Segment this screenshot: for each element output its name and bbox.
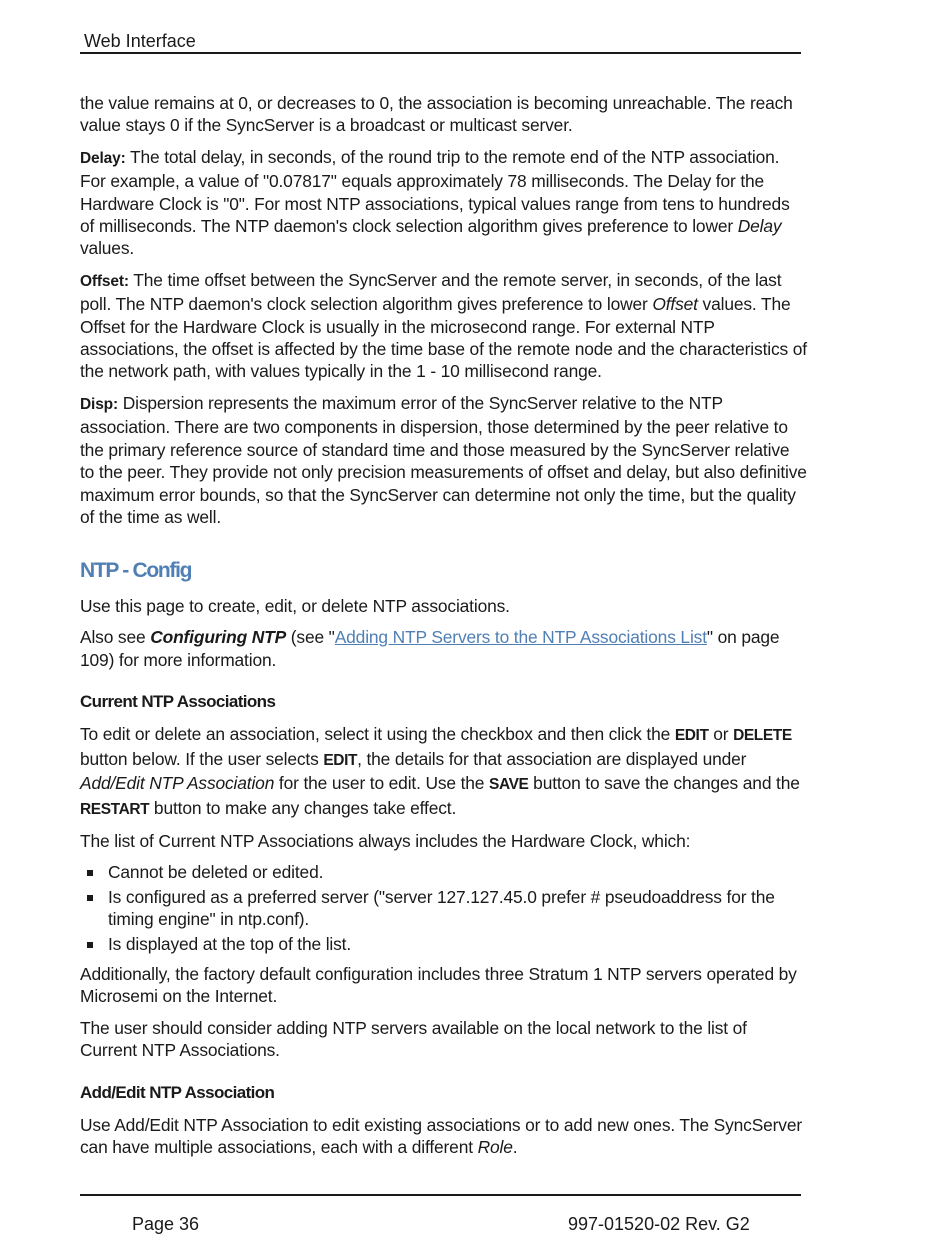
also-see-text-2: (see ": [286, 627, 335, 648]
offset-text-2: values. The Offset for the Hardware Clock is usually in the microsecond range. For external NTP associations, the offset is affected by the time base of the remote node and the characteristics of the network path, with values typically in the 1 - 10 millisecond range.: [80, 294, 807, 382]
current-assoc-paragraph-4: The user should consider adding NTP servers available on the local network to the list of Current NTP Associations.: [80, 1017, 747, 1061]
offset-term: Offset:: [80, 272, 129, 290]
delay-emphasis: Delay: [737, 216, 782, 237]
configuring-ntp-ref: Configuring NTP: [150, 627, 287, 648]
offset-paragraph: [80, 269, 808, 383]
bullet-icon: [87, 895, 93, 901]
subsection-title-add-edit: Add/Edit NTP Association: [80, 1082, 275, 1102]
hardware-clock-list: [80, 861, 808, 955]
text: for the user to edit. Use the: [274, 773, 490, 794]
page-body: [80, 92, 808, 1168]
save-button-ref: SAVE: [489, 776, 529, 794]
text: To edit or delete an association, select it using the checkbox and then click the: [80, 724, 675, 745]
delay-text-1: The total delay, in seconds, of the round trip to the remote end of the NTP association. For example, a value of "0.07817" equals approximately 78 milliseconds. The Delay for the Hardware Clock is "0". For most NTP associations, typical values range from tens to hundreds of milliseconds. The NTP daemon's clock selection algorithm gives preference to lower: [80, 146, 790, 237]
text: button to save the changes and the: [528, 773, 800, 794]
disp-text: Dispersion represents the maximum error of the SyncServer relative to the NTP association. There are two components in dispersion, those determined by the peer relative to the primary reference source of standard time and those measured by the SyncServer relative to the peer. They provide not only precision measurements of offset and delay, but also definitive maximum error bounds, so that the SyncServer can determine not only the time, but the quality of the time as well.: [80, 392, 807, 527]
current-assoc-paragraph-3: Additionally, the factory default configuration includes three Stratum 1 NTP servers operated by Microsemi on the Internet.: [80, 964, 797, 1007]
reach-paragraph: the value remains at 0, or decreases to 0, the association is becoming unreachable. The reach value stays 0 if the SyncServer is a broadcast or multicast server.: [80, 93, 793, 136]
current-assoc-paragraph-2: The list of Current NTP Associations always includes the Hardware Clock, which:: [80, 830, 691, 851]
also-see-text-1: Also see: [80, 627, 151, 648]
text: .: [512, 1137, 518, 1158]
edit-button-ref-2: EDIT: [323, 751, 358, 769]
list-item-text: Cannot be deleted or edited.: [108, 862, 324, 883]
list-item: [80, 933, 808, 955]
list-item: [80, 861, 808, 883]
header-rule: [80, 52, 801, 54]
text: Use Add/Edit NTP Association to edit existing associations or to add new ones. The SyncServer can have multiple associations, each with a different: [80, 1115, 803, 1158]
also-see-paragraph: [80, 626, 808, 671]
delete-button-ref: DELETE: [733, 727, 792, 745]
disp-paragraph: [80, 392, 808, 528]
add-edit-paragraph: [80, 1114, 808, 1159]
adding-ntp-servers-link[interactable]: Adding NTP Servers to the NTP Associations List: [334, 627, 707, 648]
subsection-title-current-associations: Current NTP Associations: [80, 691, 276, 711]
document-number: 997-01520-02 Rev. G2: [568, 1214, 750, 1234]
list-item-text: Is configured as a preferred server ("server 127.127.45.0 prefer # pseudoaddress for the timing engine" in ntp.conf).: [108, 886, 775, 930]
text: or: [708, 724, 734, 745]
delay-paragraph: [80, 146, 808, 260]
header-title: Web Interface: [84, 31, 196, 51]
text: button below. If the user selects: [80, 748, 324, 769]
delay-term: Delay:: [80, 149, 126, 167]
list-item-text: Is displayed at the top of the list.: [108, 933, 352, 954]
footer-rule: [80, 1194, 801, 1196]
add-edit-emphasis: Add/Edit NTP Association: [80, 773, 275, 794]
section-title-ntp-config: NTP - Config: [80, 559, 192, 583]
offset-emphasis: Offset: [652, 294, 698, 315]
disp-term: Disp:: [80, 395, 119, 413]
also-see-text-3: " on page 109) for more information.: [80, 627, 780, 670]
current-assoc-paragraph-1: [80, 723, 808, 821]
edit-button-ref: EDIT: [674, 727, 709, 745]
page-number: Page 36: [132, 1214, 200, 1234]
offset-text-1: The time offset between the SyncServer and the remote server, in seconds, of the last poll. The NTP daemon's clock selection algorithm gives preference to lower: [80, 269, 782, 315]
bullet-icon: [87, 870, 93, 876]
bullet-icon: [87, 942, 93, 948]
role-emphasis: Role: [477, 1137, 513, 1158]
text: button to make any changes take effect.: [149, 797, 457, 818]
list-item: [80, 886, 808, 931]
ntp-config-intro: Use this page to create, edit, or delete NTP associations.: [80, 595, 510, 616]
text: , the details for that association are displayed under: [357, 748, 747, 769]
restart-button-ref: RESTART: [80, 800, 150, 818]
delay-text-2: values.: [80, 238, 135, 259]
